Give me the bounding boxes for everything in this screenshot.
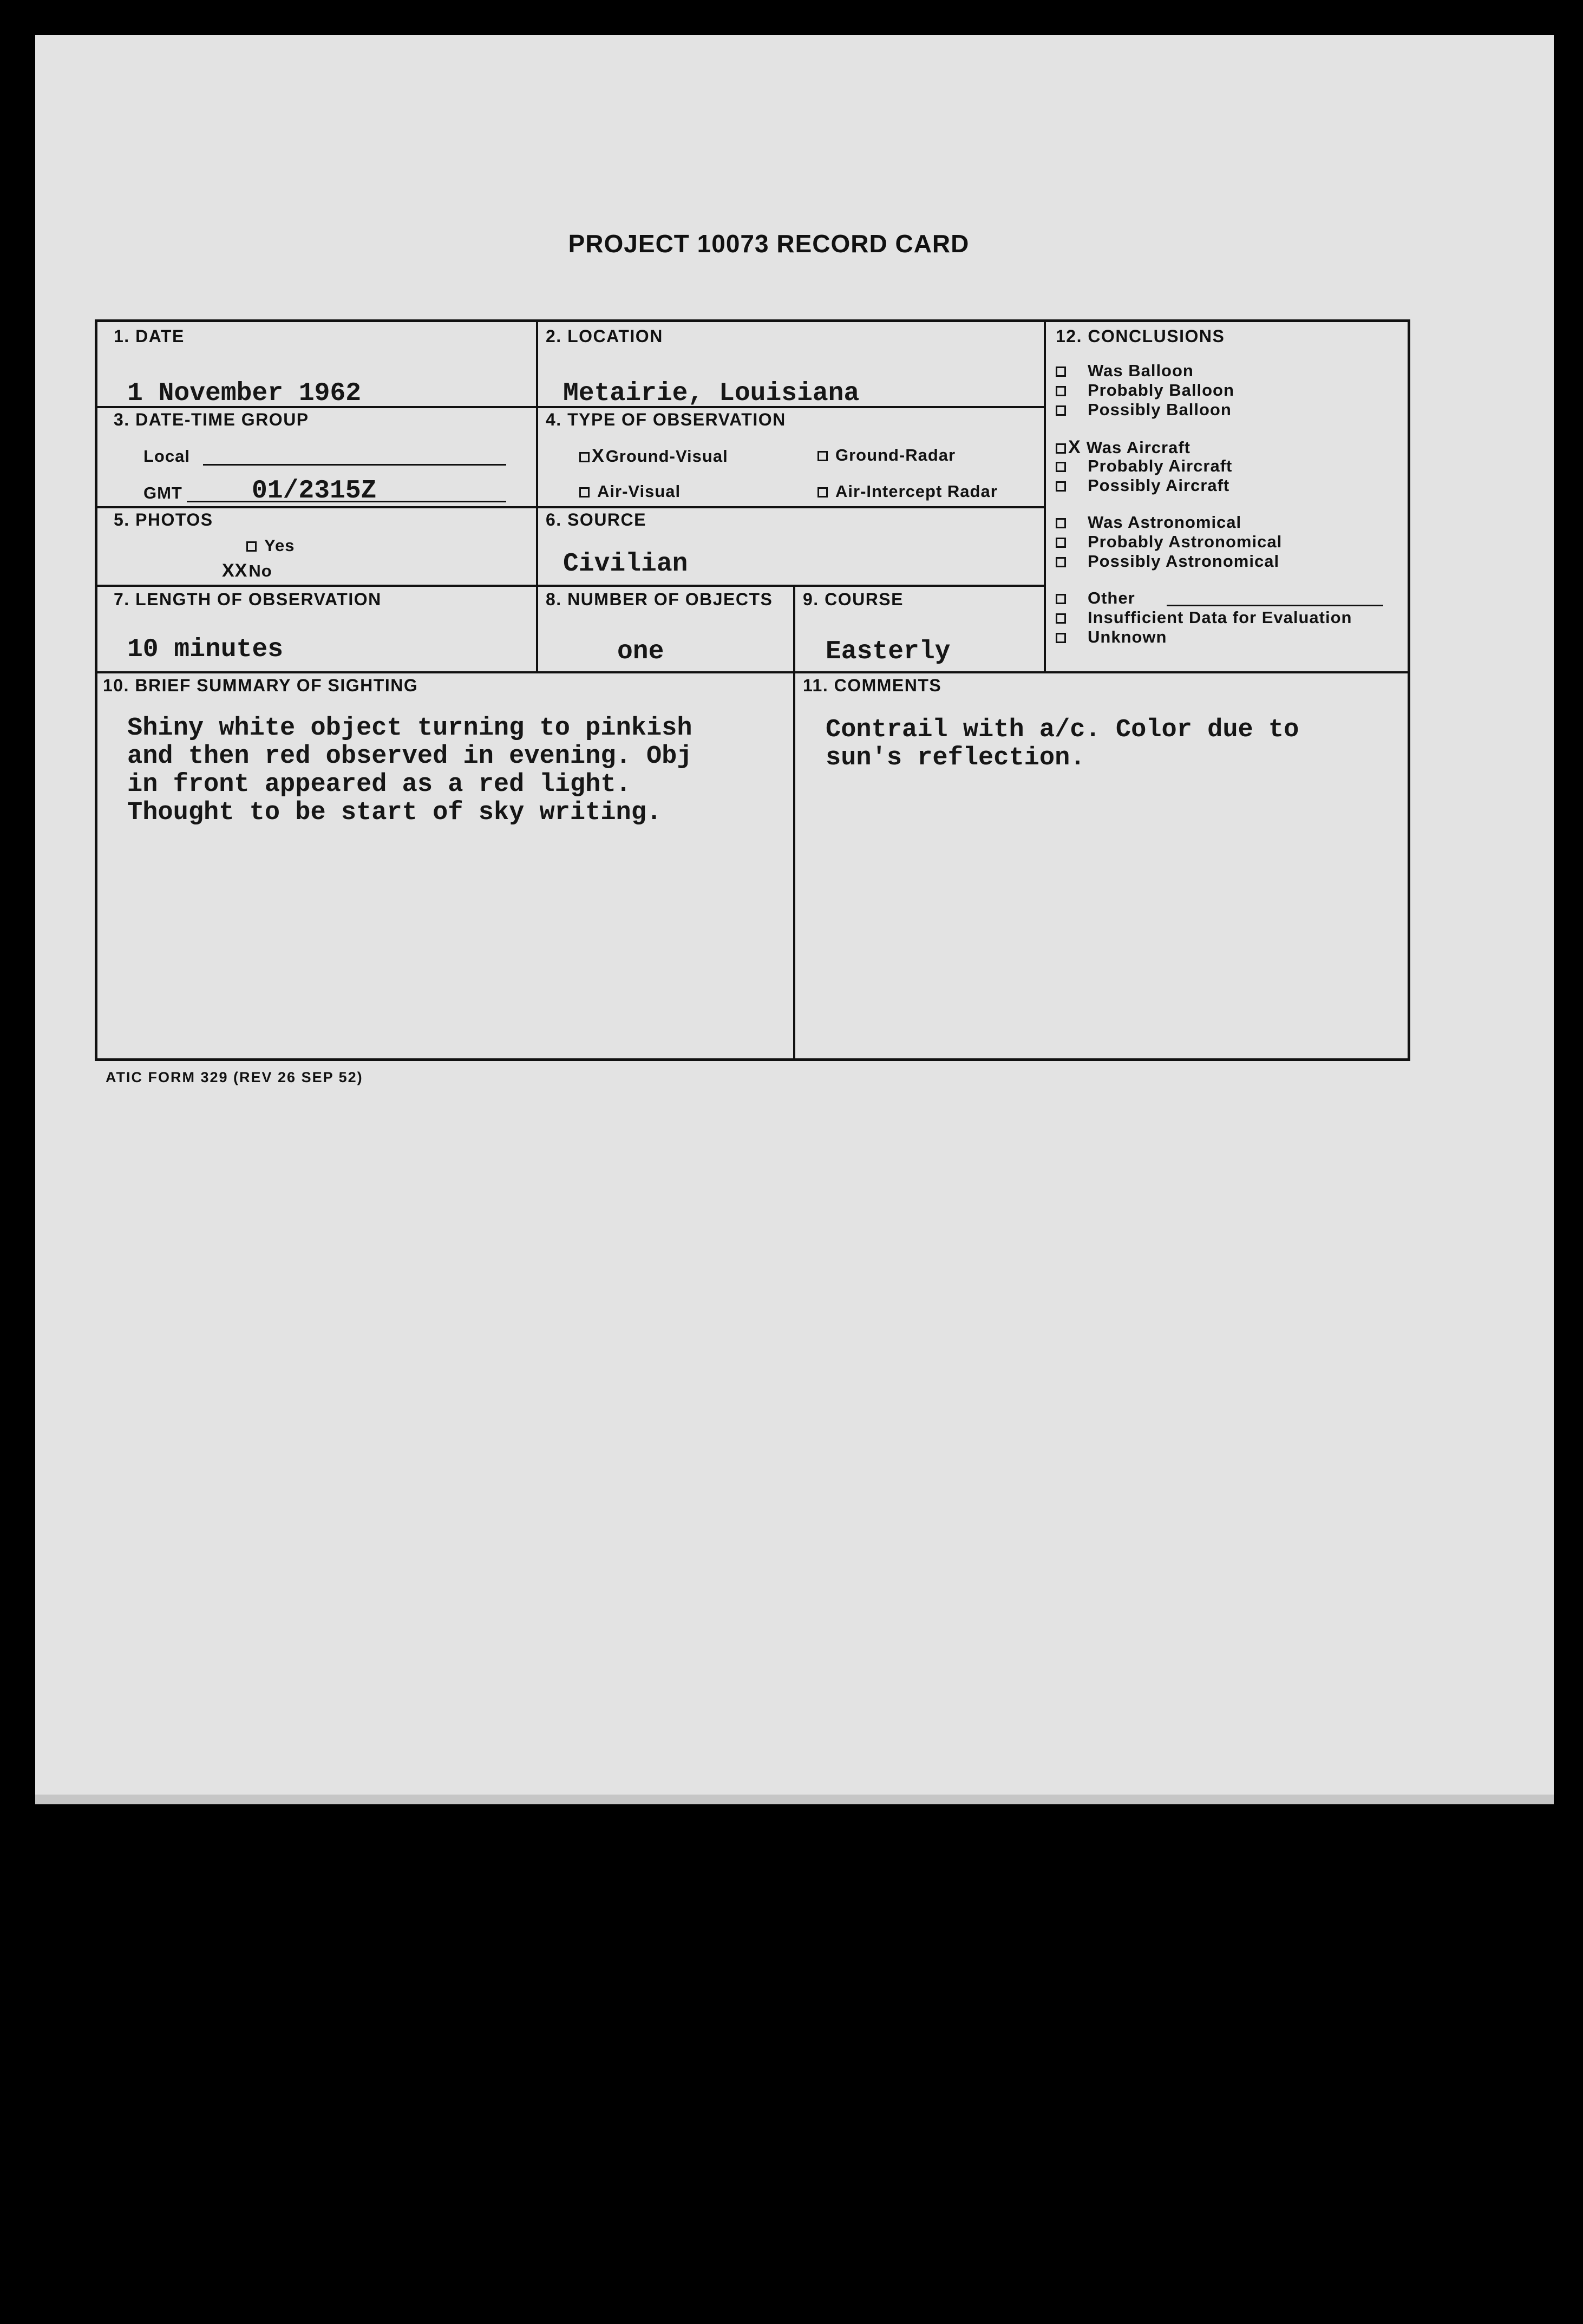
location-value: Metairie, Louisiana <box>563 379 860 408</box>
summary-line-4: Thought to be start of sky writing. <box>127 798 662 827</box>
record-form <box>95 319 1410 1061</box>
probably-balloon-checkbox <box>1056 386 1066 396</box>
date-value: 1 November 1962 <box>127 379 362 408</box>
photos-yes-checkbox <box>246 541 257 552</box>
insufficient-data-checkbox <box>1056 613 1066 624</box>
conclusion-insufficient-data <box>1056 608 1352 627</box>
possibly-astronomical-text: Possibly Astronomical <box>1088 552 1280 571</box>
divider-v4 <box>793 673 795 1058</box>
summary-line-3: in front appeared as a red light. <box>127 770 631 799</box>
ground-visual-mark: X <box>592 446 605 466</box>
date-label: 1. DATE <box>114 326 185 346</box>
length-label: 7. LENGTH OF OBSERVATION <box>114 590 382 609</box>
probably-aircraft-text: Probably Aircraft <box>1088 456 1233 475</box>
air-visual-option <box>579 482 681 501</box>
comments-line-2: sun's reflection. <box>826 744 1085 773</box>
divider-h4 <box>97 671 1408 673</box>
type-of-observation-label: 4. TYPE OF OBSERVATION <box>546 410 786 429</box>
summary-line-1: Shiny white object turning to pinkish <box>127 714 692 743</box>
other-text: Other <box>1088 588 1135 607</box>
conclusion-other <box>1056 588 1135 608</box>
gmt-label: GMT <box>143 483 182 502</box>
conclusion-possibly-astronomical <box>1056 552 1279 571</box>
air-visual-checkbox <box>579 487 590 497</box>
divider-v3 <box>793 586 795 673</box>
conclusion-was-balloon <box>1056 361 1194 381</box>
local-label: Local <box>143 447 190 466</box>
probably-astronomical-checkbox <box>1056 538 1066 548</box>
divider-h2 <box>97 506 1044 508</box>
photos-yes-option <box>246 536 295 555</box>
possibly-aircraft-text: Possibly Aircraft <box>1088 476 1230 495</box>
conclusion-possibly-balloon <box>1056 400 1232 420</box>
photos-label: 5. PHOTOS <box>114 510 213 529</box>
possibly-aircraft-checkbox <box>1056 481 1066 492</box>
was-astronomical-checkbox <box>1056 518 1066 528</box>
document-sheet <box>35 35 1554 2306</box>
possibly-balloon-checkbox <box>1056 405 1066 416</box>
length-value: 10 minutes <box>127 635 284 664</box>
ground-visual-text: Ground-Visual <box>605 447 728 466</box>
date-time-group-label: 3. DATE-TIME GROUP <box>114 410 309 429</box>
number-of-objects-value: one <box>617 637 664 666</box>
number-of-objects-label: 8. NUMBER OF OBJECTS <box>546 590 773 609</box>
photos-yes-text: Yes <box>264 536 295 555</box>
unknown-text: Unknown <box>1088 627 1167 646</box>
comments-label: 11. COMMENTS <box>803 676 942 695</box>
conclusion-was-aircraft <box>1056 437 1190 458</box>
possibly-balloon-text: Possibly Balloon <box>1088 400 1232 419</box>
photos-no-option <box>222 560 272 581</box>
conclusion-possibly-aircraft <box>1056 476 1229 495</box>
was-balloon-checkbox <box>1056 366 1066 377</box>
location-label: 2. LOCATION <box>546 326 663 346</box>
conclusion-was-astronomical <box>1056 513 1241 532</box>
course-label: 9. COURSE <box>803 590 904 609</box>
ground-radar-text: Ground-Radar <box>835 446 956 464</box>
photos-no-mark: XX <box>222 560 248 581</box>
card-title: PROJECT 10073 RECORD CARD <box>568 230 970 258</box>
conclusion-probably-aircraft <box>1056 456 1232 476</box>
air-intercept-radar-checkbox <box>817 487 828 497</box>
air-intercept-radar-text: Air-Intercept Radar <box>835 482 998 501</box>
probably-astronomical-text: Probably Astronomical <box>1088 532 1283 551</box>
divider-v2 <box>1044 322 1046 673</box>
course-value: Easterly <box>826 637 951 666</box>
ground-visual-checkbox <box>579 452 590 462</box>
conclusion-probably-balloon <box>1056 381 1234 400</box>
source-value: Civilian <box>563 549 688 579</box>
divider-v1 <box>536 322 538 673</box>
conclusion-unknown <box>1056 627 1167 647</box>
probably-balloon-text: Probably Balloon <box>1088 381 1234 400</box>
was-aircraft-mark: X <box>1068 437 1081 457</box>
summary-line-2: and then red observed in evening. Obj <box>127 742 692 771</box>
other-checkbox <box>1056 594 1066 604</box>
was-astronomical-text: Was Astronomical <box>1088 513 1242 532</box>
gmt-value: 01/2315Z <box>252 476 377 506</box>
photos-no-text: No <box>248 561 272 580</box>
unknown-checkbox <box>1056 633 1066 643</box>
local-underline <box>203 464 506 466</box>
comments-line-1: Contrail with a/c. Color due to <box>826 716 1299 744</box>
insufficient-data-text: Insufficient Data for Evaluation <box>1088 608 1352 627</box>
divider-h3 <box>97 585 1044 587</box>
source-label: 6. SOURCE <box>546 510 646 529</box>
was-balloon-text: Was Balloon <box>1088 361 1194 380</box>
summary-label: 10. BRIEF SUMMARY OF SIGHTING <box>103 676 418 695</box>
possibly-astronomical-checkbox <box>1056 557 1066 567</box>
ground-visual-option <box>579 446 728 467</box>
form-number: ATIC FORM 329 (REV 26 SEP 52) <box>106 1069 363 1085</box>
conclusions-label: 12. CONCLUSIONS <box>1056 326 1225 346</box>
other-underline <box>1167 605 1383 606</box>
air-visual-text: Air-Visual <box>597 482 681 501</box>
was-aircraft-text: Was Aircraft <box>1086 438 1190 457</box>
probably-aircraft-checkbox <box>1056 462 1066 472</box>
ground-radar-option <box>817 446 956 465</box>
was-aircraft-checkbox <box>1056 443 1066 454</box>
air-intercept-radar-option <box>817 482 998 501</box>
record-card <box>35 35 1554 1804</box>
conclusion-probably-astronomical <box>1056 532 1282 552</box>
ground-radar-checkbox <box>817 451 828 461</box>
